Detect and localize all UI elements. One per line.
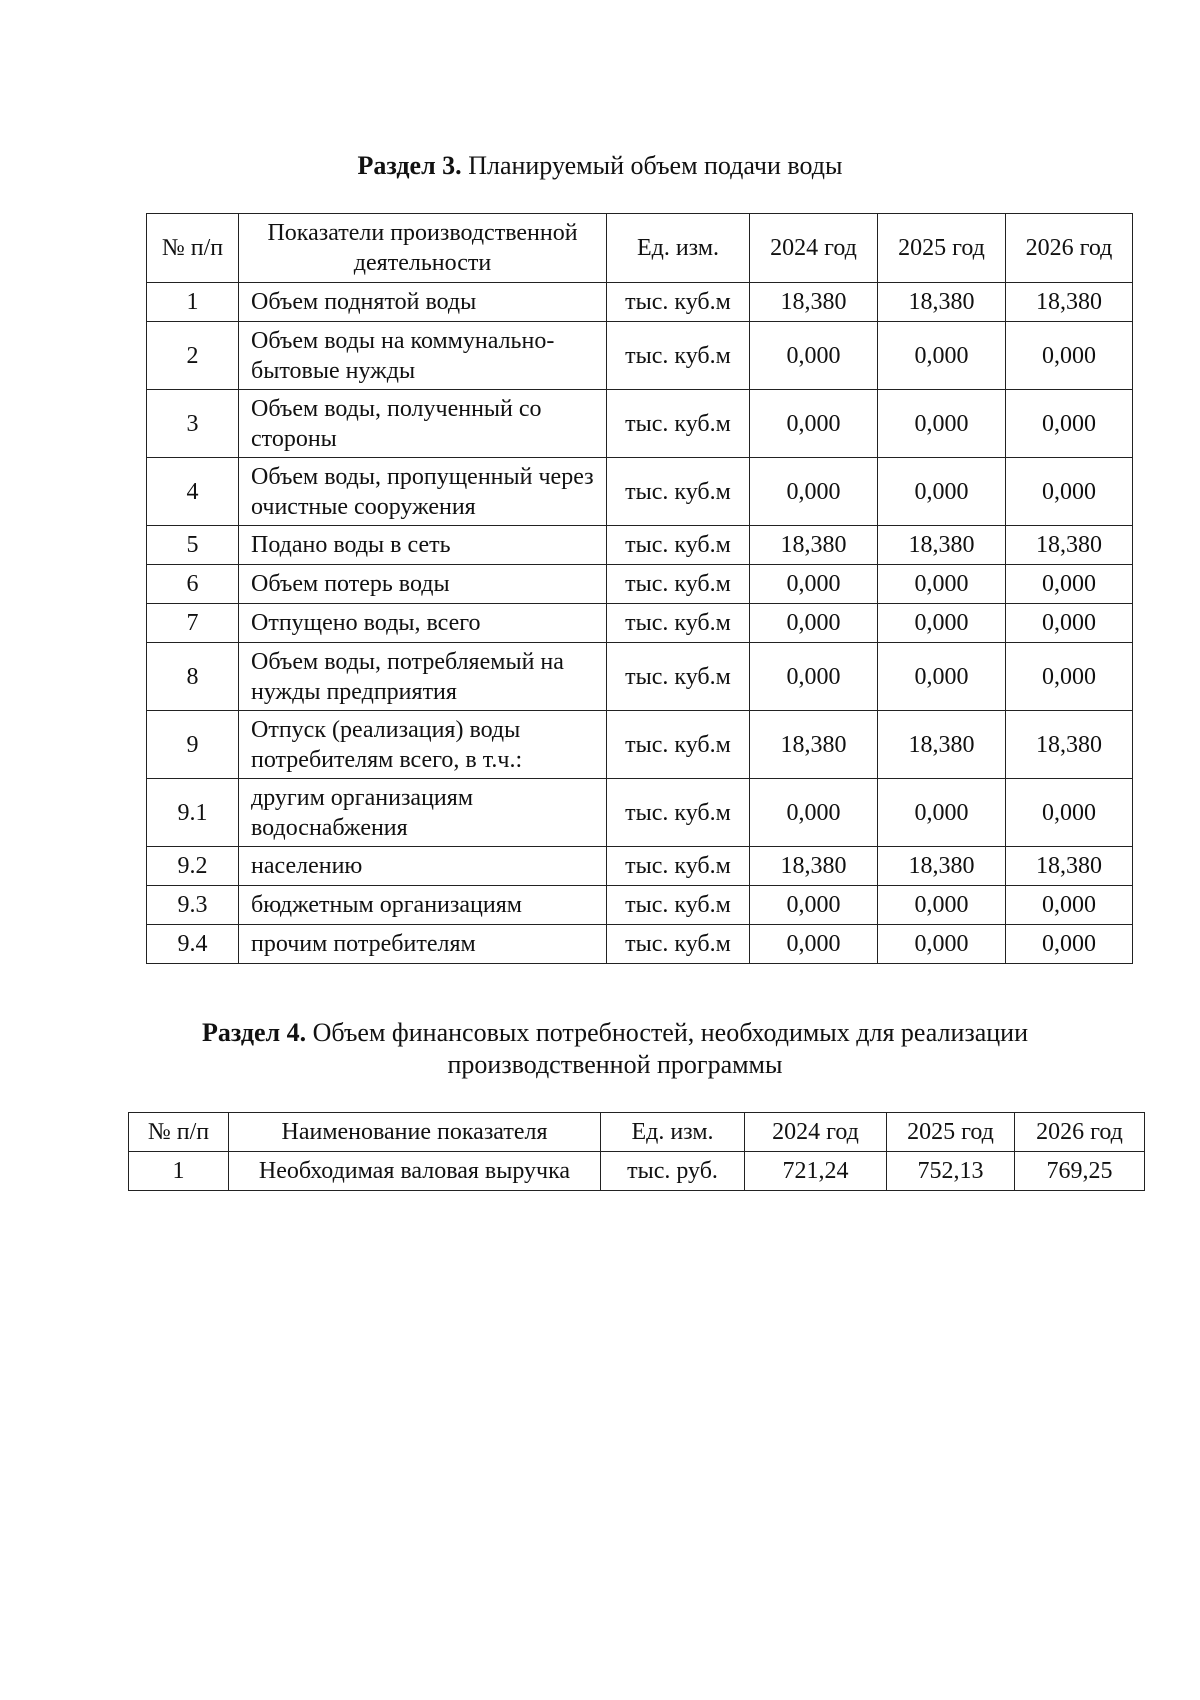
header-unit: Ед. изм. — [607, 214, 750, 283]
header-2025: 2025 год — [887, 1113, 1015, 1152]
row-label-cell: населению — [239, 847, 607, 886]
value-2024-cell: 0,000 — [750, 390, 878, 458]
table-row — [147, 565, 1133, 604]
value-2026-cell: 0,000 — [1006, 390, 1133, 458]
row-label-cell: другим организациям водоснабжения — [239, 779, 607, 847]
value-2024-cell: 0,000 — [750, 565, 878, 604]
table-row — [147, 526, 1133, 565]
section-4-title-bold: Раздел 4. — [201, 1018, 307, 1047]
row-unit-cell: тыс. куб.м — [607, 604, 750, 643]
row-unit-cell: тыс. руб. — [601, 1152, 745, 1191]
section-4-title-text: Объем финансовых потребностей, необходимых для реализации производственной программы — [306, 1018, 1029, 1079]
value-2026-cell: 0,000 — [1006, 322, 1133, 390]
table-header-row — [147, 214, 1133, 283]
header-indicator-name: Наименование показателя — [229, 1113, 601, 1152]
value-2025-cell: 0,000 — [878, 643, 1006, 711]
row-label-cell: Объем потерь воды — [239, 565, 607, 604]
table-row — [147, 643, 1133, 711]
section-3-title — [0, 150, 1200, 182]
row-number-cell: 1 — [147, 283, 239, 322]
value-2026-cell: 0,000 — [1006, 643, 1133, 711]
value-2024-cell: 0,000 — [750, 458, 878, 526]
value-2024-cell: 0,000 — [750, 779, 878, 847]
table-row — [147, 283, 1133, 322]
row-label-cell: Подано воды в сеть — [239, 526, 607, 565]
value-2024-cell: 18,380 — [750, 847, 878, 886]
value-2026-cell: 18,380 — [1006, 711, 1133, 779]
row-number-cell: 9 — [147, 711, 239, 779]
row-unit-cell: тыс. куб.м — [607, 643, 750, 711]
row-label-cell: Объем воды, полученный со стороны — [239, 390, 607, 458]
row-number-cell: 5 — [147, 526, 239, 565]
row-number-cell: 9.4 — [147, 925, 239, 964]
row-unit-cell: тыс. куб.м — [607, 711, 750, 779]
value-2026-cell: 18,380 — [1006, 283, 1133, 322]
value-2024-cell: 0,000 — [750, 643, 878, 711]
table-row — [147, 711, 1133, 779]
row-label-cell: Объем воды на коммунально-бытовые нужды — [239, 322, 607, 390]
financial-needs-table — [128, 1112, 1145, 1191]
row-label-cell: Объем поднятой воды — [239, 283, 607, 322]
value-2024-cell: 0,000 — [750, 925, 878, 964]
row-unit-cell: тыс. куб.м — [607, 886, 750, 925]
value-2025-cell: 0,000 — [878, 779, 1006, 847]
row-unit-cell: тыс. куб.м — [607, 526, 750, 565]
value-2025-cell: 18,380 — [878, 283, 1006, 322]
header-2025: 2025 год — [878, 214, 1006, 283]
row-unit-cell: тыс. куб.м — [607, 565, 750, 604]
value-2025-cell: 0,000 — [878, 925, 1006, 964]
row-number-cell: 1 — [129, 1152, 229, 1191]
table-row — [147, 847, 1133, 886]
header-2026: 2026 год — [1015, 1113, 1145, 1152]
row-number-cell: 9.3 — [147, 886, 239, 925]
table-row — [147, 604, 1133, 643]
table-row — [129, 1152, 1145, 1191]
row-number-cell: 4 — [147, 458, 239, 526]
header-2024: 2024 год — [750, 214, 878, 283]
value-2025-cell: 18,380 — [878, 847, 1006, 886]
value-2026-cell: 0,000 — [1006, 604, 1133, 643]
table-header-row — [129, 1113, 1145, 1152]
value-2024-cell: 18,380 — [750, 283, 878, 322]
section-3-title-bold: Раздел 3. — [357, 151, 462, 180]
value-2024-cell: 0,000 — [750, 886, 878, 925]
header-indicator: Показатели производственной деятельности — [239, 214, 607, 283]
table-row — [147, 322, 1133, 390]
row-label-cell: Необходимая валовая выручка — [229, 1152, 601, 1191]
table-row — [147, 886, 1133, 925]
value-2025-cell: 0,000 — [878, 458, 1006, 526]
row-number-cell: 9.2 — [147, 847, 239, 886]
row-number-cell: 9.1 — [147, 779, 239, 847]
value-2025-cell: 0,000 — [878, 565, 1006, 604]
row-unit-cell: тыс. куб.м — [607, 847, 750, 886]
row-unit-cell: тыс. куб.м — [607, 458, 750, 526]
header-2024: 2024 год — [745, 1113, 887, 1152]
row-unit-cell: тыс. куб.м — [607, 390, 750, 458]
value-2025-cell: 0,000 — [878, 886, 1006, 925]
row-label-cell: бюджетным организациям — [239, 886, 607, 925]
table-row — [147, 779, 1133, 847]
value-2026-cell: 769,25 — [1015, 1152, 1145, 1191]
value-2024-cell: 721,24 — [745, 1152, 887, 1191]
value-2025-cell: 0,000 — [878, 604, 1006, 643]
value-2026-cell: 0,000 — [1006, 779, 1133, 847]
value-2026-cell: 0,000 — [1006, 886, 1133, 925]
value-2024-cell: 0,000 — [750, 604, 878, 643]
value-2024-cell: 18,380 — [750, 526, 878, 565]
row-number-cell: 6 — [147, 565, 239, 604]
row-label-cell: прочим потребителям — [239, 925, 607, 964]
row-label-cell: Отпуск (реализация) воды потребителям всего, в т.ч.: — [239, 711, 607, 779]
water-supply-table — [146, 213, 1133, 964]
value-2026-cell: 0,000 — [1006, 458, 1133, 526]
row-label-cell: Объем воды, пропущенный через очистные сооружения — [239, 458, 607, 526]
table-row — [147, 458, 1133, 526]
table-row — [147, 925, 1133, 964]
row-number-cell: 3 — [147, 390, 239, 458]
row-unit-cell: тыс. куб.м — [607, 925, 750, 964]
row-unit-cell: тыс. куб.м — [607, 322, 750, 390]
header-2026: 2026 год — [1006, 214, 1133, 283]
value-2026-cell: 0,000 — [1006, 565, 1133, 604]
row-label-cell: Объем воды, потребляемый на нужды предприятия — [239, 643, 607, 711]
row-unit-cell: тыс. куб.м — [607, 779, 750, 847]
header-number: № п/п — [129, 1113, 229, 1152]
value-2026-cell: 0,000 — [1006, 925, 1133, 964]
row-label-cell: Отпущено воды, всего — [239, 604, 607, 643]
value-2025-cell: 18,380 — [878, 711, 1006, 779]
row-unit-cell: тыс. куб.м — [607, 283, 750, 322]
table-row — [147, 390, 1133, 458]
value-2025-cell: 0,000 — [878, 322, 1006, 390]
section-4-title — [130, 1017, 1100, 1081]
value-2025-cell: 752,13 — [887, 1152, 1015, 1191]
row-number-cell: 8 — [147, 643, 239, 711]
value-2024-cell: 18,380 — [750, 711, 878, 779]
value-2024-cell: 0,000 — [750, 322, 878, 390]
section-3-title-text: Планируемый объем подачи воды — [461, 151, 843, 180]
header-number: № п/п — [147, 214, 239, 283]
row-number-cell: 7 — [147, 604, 239, 643]
value-2026-cell: 18,380 — [1006, 526, 1133, 565]
value-2025-cell: 18,380 — [878, 526, 1006, 565]
value-2026-cell: 18,380 — [1006, 847, 1133, 886]
value-2025-cell: 0,000 — [878, 390, 1006, 458]
row-number-cell: 2 — [147, 322, 239, 390]
header-unit: Ед. изм. — [601, 1113, 745, 1152]
